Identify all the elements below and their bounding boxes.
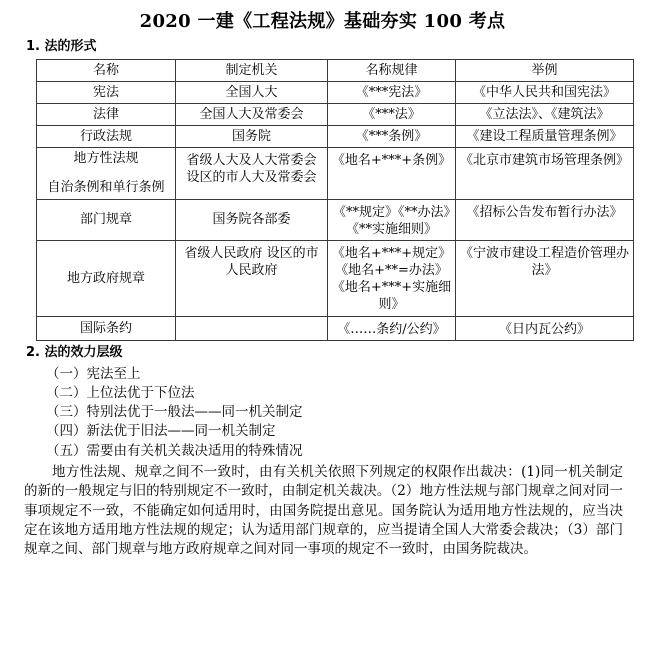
cell-authority-line1: 省级人大及人大常委会 xyxy=(186,153,317,169)
table-row xyxy=(37,199,634,240)
table-row xyxy=(37,240,634,316)
cell-pattern: 《**规定》《**办法》《**实施细则》 xyxy=(328,199,456,240)
cell-example: 《建设工程质量管理条例》 xyxy=(456,126,634,148)
cell-authority: 国务院各部委 xyxy=(176,199,328,240)
list-item: （二）上位法优于下位法 xyxy=(46,385,195,402)
list-item: （三）特别法优于一般法——同一机关制定 xyxy=(46,404,303,421)
cell-name-line2: 自治条例和单行条例 xyxy=(47,180,165,196)
cell-spacer xyxy=(40,167,172,179)
table-row xyxy=(37,103,634,125)
cell-name-line1: 地方性法规 xyxy=(73,151,139,167)
table-row xyxy=(37,148,634,199)
law-hierarchy-list xyxy=(12,365,633,461)
cell-authority xyxy=(176,148,328,199)
cell-pattern: 《***宪法》 xyxy=(328,81,456,103)
column-header-pattern: 名称规律 xyxy=(328,59,456,81)
cell-authority: 全国人大 xyxy=(176,81,328,103)
law-hierarchy-paragraph: 地方性法规、规章之间不一致时，由有关机关依照下列规定的权限作出裁决：(1)同一机关制定的新的一般规定与旧的特别规定不一致时，由制定机关裁决。（2）地方性法规与部门规章之间对同一事项规定不一致，不能确定如何适用时，由国务院提出意见。国务院认为适用地方性法规的，应当决定在该地方适用地方性法规的规定；认为适用部门规章的，应当提请全国人大常委会裁决；（3）部门规章之间、部门规章与地方政府规章之间对同一事项的规定不一致时，由国务院裁决。 xyxy=(24,463,623,558)
cell-example: 《宁波市建设工程造价管理办法》 xyxy=(456,240,634,316)
list-item: （四）新法优于旧法——同一机关制定 xyxy=(46,423,276,440)
cell-name xyxy=(37,148,176,199)
list-item: （一）宪法至上 xyxy=(46,365,141,382)
cell-name: 国际条约 xyxy=(37,316,176,340)
cell-authority: 国务院 xyxy=(176,126,328,148)
table-row xyxy=(37,81,634,103)
cell-pattern: 《***法》 xyxy=(328,103,456,125)
cell-pattern: 《……条约/公约》 xyxy=(328,316,456,340)
column-header-name: 名称 xyxy=(37,59,176,81)
cell-example: 《中华人民共和国宪法》 xyxy=(456,81,634,103)
law-forms-table xyxy=(36,59,634,341)
cell-name: 宪法 xyxy=(37,81,176,103)
cell-authority-line2: 设区的市人民政府 xyxy=(225,245,319,279)
document-title: 2020 一建《工程法规》基础夯实 100 考点 xyxy=(139,11,506,32)
cell-authority xyxy=(176,240,328,316)
list-item: （五）需要由有关机关裁决适用的特殊情况 xyxy=(46,442,303,459)
cell-pattern: 《地名+***+条例》 xyxy=(328,148,456,199)
cell-authority-line1: 省级人民政府 xyxy=(184,245,263,261)
column-header-authority: 制定机关 xyxy=(176,59,328,81)
cell-example: 《招标公告发布暂行办法》 xyxy=(456,199,634,240)
table-header-row xyxy=(37,59,634,81)
cell-example: 《北京市建筑市场管理条例》 xyxy=(456,148,634,199)
cell-name: 部门规章 xyxy=(37,199,176,240)
cell-example: 《日内瓦公约》 xyxy=(456,316,634,340)
cell-authority xyxy=(176,316,328,340)
cell-name: 地方政府规章 xyxy=(37,240,176,316)
section-heading-law-forms: 1. 法的形式 xyxy=(26,39,97,55)
section-heading-law-hierarchy: 2. 法的效力层级 xyxy=(26,344,123,360)
cell-example: 《立法法》、《建筑法》 xyxy=(456,103,634,125)
cell-pattern: 《地名+***+规定》《地名+**=办法》《地名+***+实施细则》 xyxy=(328,240,456,316)
cell-pattern: 《***条例》 xyxy=(328,126,456,148)
table-row xyxy=(37,126,634,148)
table-row xyxy=(37,316,634,340)
cell-authority: 全国人大及常委会 xyxy=(176,103,328,125)
column-header-example: 举例 xyxy=(456,59,634,81)
cell-authority-line2: 设区的市人大及常委会 xyxy=(186,170,317,186)
cell-name: 行政法规 xyxy=(37,126,176,148)
cell-name: 法律 xyxy=(37,103,176,125)
